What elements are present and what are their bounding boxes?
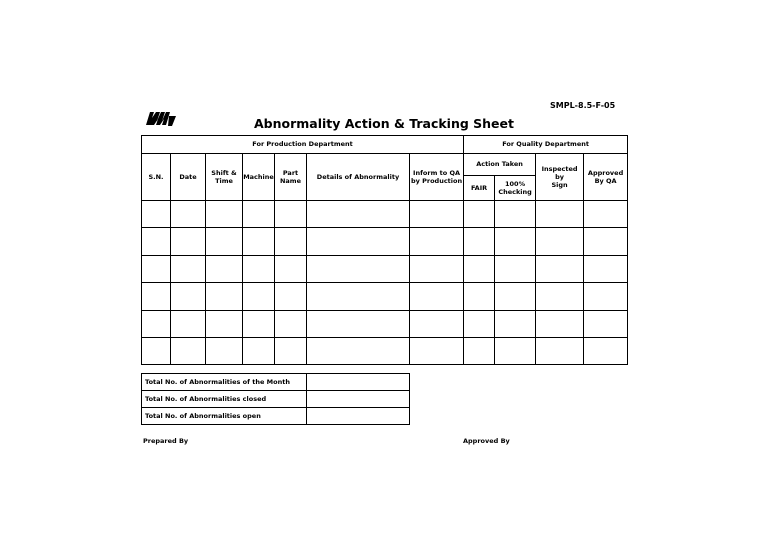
table-row <box>142 228 628 255</box>
summary-month-total-label: Total No. of Abnormalities of the Month <box>142 374 307 391</box>
quality-department-header: For Quality Department <box>464 136 628 154</box>
table-row <box>142 255 628 282</box>
column-machine: Machine <box>243 154 275 201</box>
prepared-by-label: Prepared By <box>143 437 189 445</box>
table-row <box>142 310 628 337</box>
table-row <box>142 337 628 364</box>
column-sn: S.N. <box>142 154 171 201</box>
column-shift-time: Shift & Time <box>206 154 243 201</box>
table-row <box>142 201 628 228</box>
document-code: SMPL-8.5-F-05 <box>550 101 616 110</box>
table-row <box>142 283 628 310</box>
column-part-name: Part Name <box>275 154 307 201</box>
approved-by-label: Approved By <box>463 437 510 445</box>
column-approved-qa: Approved By QA <box>584 154 628 201</box>
column-action-taken: Action Taken <box>464 154 536 176</box>
column-date: Date <box>171 154 206 201</box>
summary-open-value[interactable] <box>307 408 410 425</box>
column-fair: FAIR <box>464 176 495 201</box>
summary-month-total-value[interactable] <box>307 374 410 391</box>
summary-closed-value[interactable] <box>307 391 410 408</box>
sheet-title: Abnormality Action & Tracking Sheet <box>253 116 514 131</box>
summary-table <box>141 373 410 425</box>
tracking-table <box>141 135 628 365</box>
column-details: Details of Abnormality <box>307 154 410 201</box>
production-department-header: For Production Department <box>142 136 464 154</box>
column-inform-qa: Inform to QA by Production <box>410 154 464 201</box>
summary-closed-label: Total No. of Abnormalities closed <box>142 391 307 408</box>
column-100-checking: 100% Checking <box>495 176 536 201</box>
summary-open-label: Total No. of Abnormalities open <box>142 408 307 425</box>
column-inspected-by: Inspected by Sign <box>536 154 584 201</box>
